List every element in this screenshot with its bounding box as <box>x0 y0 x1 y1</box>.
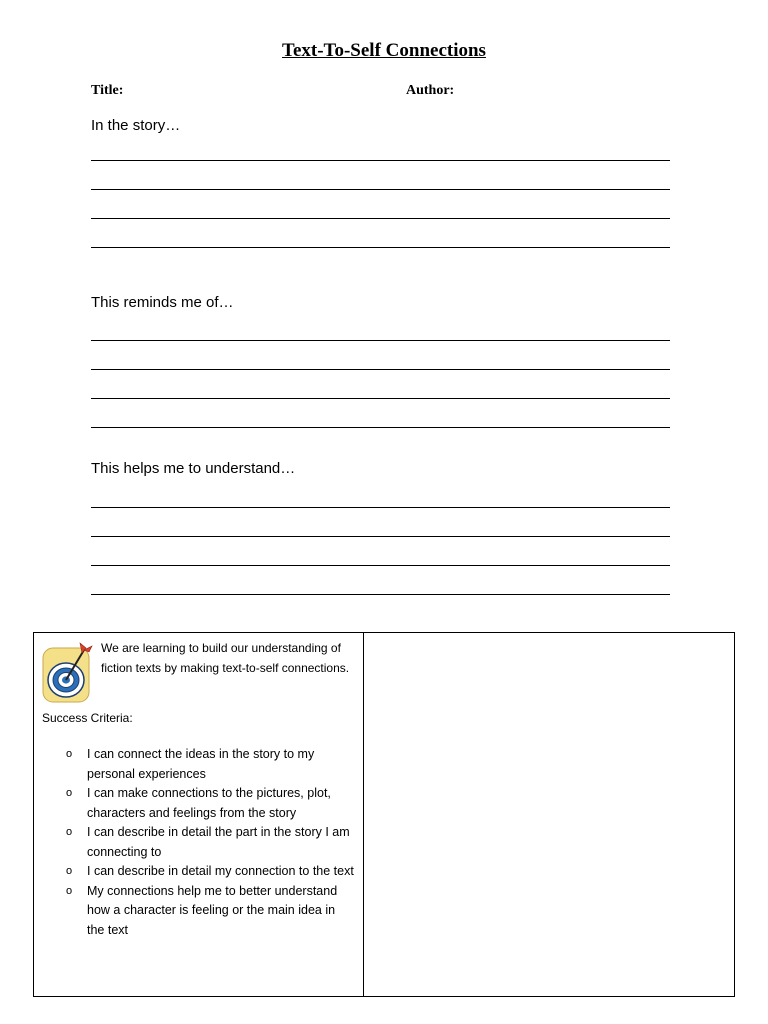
list-item <box>64 882 354 941</box>
writing-line[interactable] <box>91 398 670 399</box>
learning-intention-table <box>33 632 735 997</box>
bullet-icon: o <box>66 884 73 897</box>
criterion-text: I can connect the ideas in the story to my personal experiences <box>87 747 315 781</box>
bullet-icon: o <box>66 787 73 799</box>
writing-line[interactable] <box>91 594 670 595</box>
writing-line[interactable] <box>91 565 670 566</box>
writing-line[interactable] <box>91 247 670 248</box>
list-item <box>64 784 354 823</box>
writing-line[interactable] <box>91 507 670 508</box>
bullet-icon: o <box>66 826 73 838</box>
table-column-divider <box>363 633 364 996</box>
target-dart-icon <box>40 638 96 706</box>
author-label: Author: <box>406 83 455 98</box>
criterion-text: I can make connections to the pictures, plot, characters and feelings from the story <box>87 786 331 820</box>
writing-line[interactable] <box>91 369 670 370</box>
list-item <box>64 862 354 882</box>
list-item <box>64 823 354 862</box>
bullet-icon: o <box>66 748 73 760</box>
writing-line[interactable] <box>91 427 670 428</box>
criterion-text: My connections help me to better understand how a character is feeling or the main idea in the text <box>87 883 338 937</box>
writing-line[interactable] <box>91 536 670 537</box>
bullet-icon: o <box>66 865 73 877</box>
prompt-in-the-story: In the story… <box>91 117 181 134</box>
success-criteria-list <box>64 745 354 940</box>
title-label: Title: <box>91 83 124 98</box>
writing-line[interactable] <box>91 160 670 161</box>
worksheet-title: Text-To-Self Connections <box>282 40 486 61</box>
criterion-text: I can describe in detail the part in the story I am connecting to <box>87 825 350 859</box>
list-item <box>64 745 354 784</box>
writing-line[interactable] <box>91 189 670 190</box>
criterion-text: I can describe in detail my connection to the text <box>87 864 354 878</box>
learning-intention-text: We are learning to build our understanding of fiction texts by making text-to-self connections. <box>101 641 350 675</box>
prompt-reminds-me-of: This reminds me of… <box>91 294 234 311</box>
success-criteria-heading: Success Criteria: <box>42 711 133 725</box>
writing-line[interactable] <box>91 340 670 341</box>
writing-line[interactable] <box>91 218 670 219</box>
prompt-helps-me-understand: This helps me to understand… <box>91 460 296 477</box>
